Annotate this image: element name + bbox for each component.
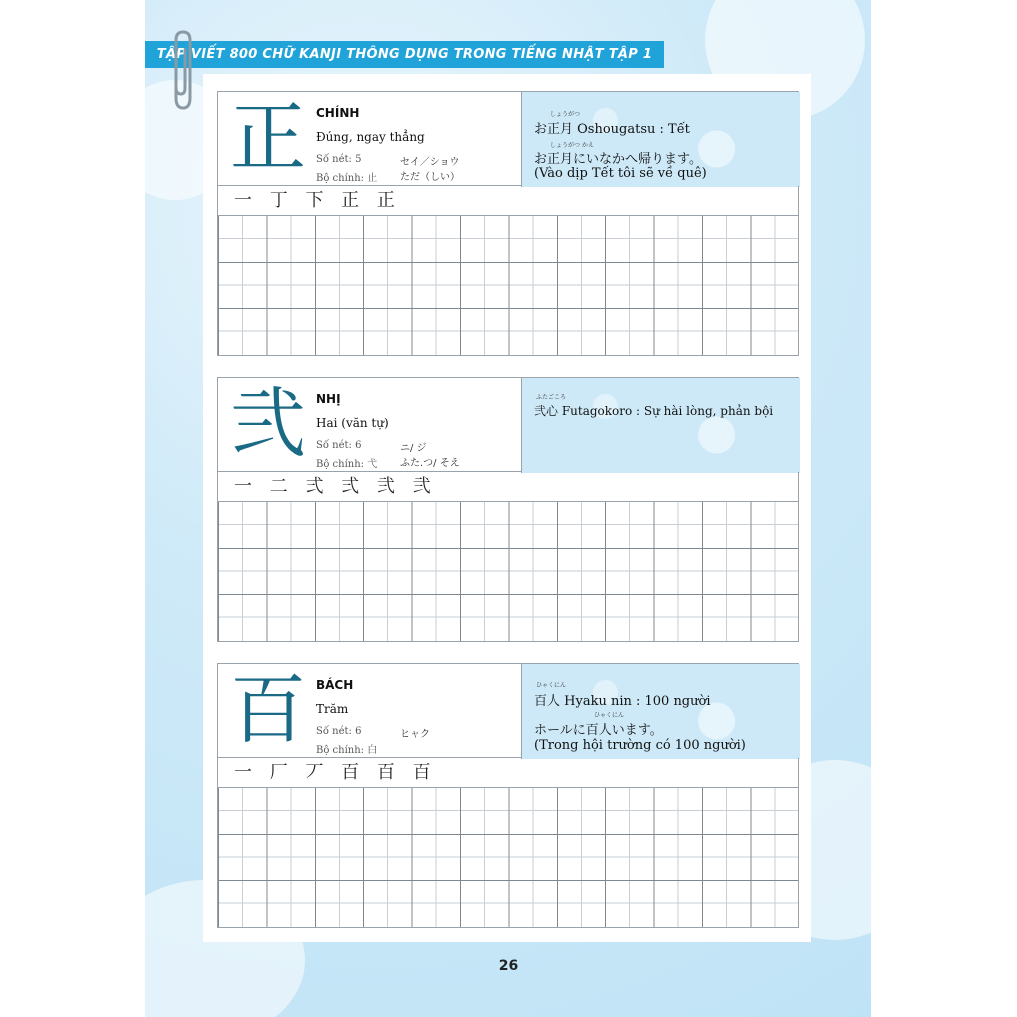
kanji-character: 弐 <box>230 379 306 468</box>
example-sentence: ホールに百人います。 <box>534 723 663 738</box>
example-sentence: お正月にいなかへ帰ります。 <box>534 152 702 167</box>
practice-grid[interactable] <box>217 216 799 356</box>
kanji-hanviet: CHÍNH <box>316 106 360 120</box>
furigana: ひゃくにん <box>536 682 567 689</box>
on-reading: ニ/ ジ <box>400 443 427 454</box>
example-box <box>521 664 800 759</box>
kanji-hanviet: NHỊ <box>316 392 341 406</box>
on-reading: セイ／ショウ <box>400 157 460 168</box>
furigana: ひゃくにん <box>594 712 625 719</box>
example-translation: (Trong hội trường có 100 người) <box>534 738 746 753</box>
kanji-meaning: Hai (văn tự) <box>316 416 389 430</box>
example-word: 百人 Hyaku nin : 100 người <box>534 694 711 709</box>
stroke-order: 一 厂 丆 百 百 百 <box>217 758 799 788</box>
practice-grid[interactable] <box>217 788 799 928</box>
stroke-order: 一 二 弍 弍 弐 弐 <box>217 472 799 502</box>
stroke-count: Số nét: 6 <box>316 726 362 737</box>
on-reading: ヒャク <box>400 729 430 740</box>
kanji-info-box <box>217 663 799 758</box>
kanji-hanviet: BÁCH <box>316 678 354 692</box>
kun-reading: ただ（しい） <box>400 172 460 183</box>
header-banner: TẬP VIẾT 800 CHỮ KANJI THÔNG DỤNG TRONG TIẾNG NHẬT TẬP 1 <box>145 41 664 68</box>
example-translation: (Vào dịp Tết tôi sẽ về quê) <box>534 166 707 181</box>
furigana: しょうがつ かえ <box>550 142 594 149</box>
stroke-order: 一 丁 下 正 正 <box>217 186 799 216</box>
example-word: 弐心 Futagokoro : Sự hài lòng, phản bội <box>534 404 774 418</box>
paperclip-icon <box>168 28 198 112</box>
kanji-info-box <box>217 377 799 472</box>
page-number: 26 <box>498 958 519 974</box>
example-word: お正月 Oshougatsu : Tết <box>534 122 690 137</box>
practice-grid[interactable] <box>217 502 799 642</box>
kanji-meaning: Trăm <box>316 702 349 716</box>
stroke-count: Số nét: 5 <box>316 154 362 165</box>
radical: Bộ chính: 止 <box>316 173 378 184</box>
example-box <box>521 92 800 187</box>
kanji-meaning: Đúng, ngay thẳng <box>316 130 425 144</box>
radical: Bộ chính: 白 <box>316 745 378 756</box>
kanji-character: 百 <box>230 665 306 754</box>
kanji-character: 正 <box>230 93 306 182</box>
kanji-info-box <box>217 91 799 186</box>
example-box <box>521 378 800 473</box>
stroke-count: Số nét: 6 <box>316 440 362 451</box>
furigana: しょうがつ <box>550 111 581 118</box>
kun-reading: ふた.つ/ そえ <box>400 458 460 469</box>
furigana: ふたごころ <box>536 394 567 401</box>
radical: Bộ chính: 弋 <box>316 459 378 470</box>
